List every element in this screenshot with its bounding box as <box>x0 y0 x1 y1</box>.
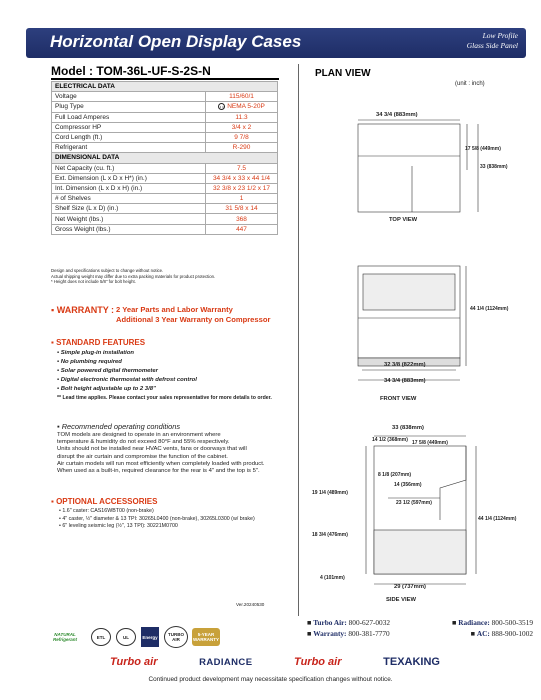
dim-side-bottom: 29 (737mm) <box>394 584 426 590</box>
plan-view-title: PLAN VIEW <box>315 68 371 79</box>
dim-side-e: 23 1/2 (597mm) <box>396 500 432 506</box>
list-item: • Solar powered digital thermometer <box>57 367 158 374</box>
subtitle-line-2: Glass Side Panel <box>466 41 518 50</box>
etl-logo: ETL <box>91 628 111 646</box>
table-row: # of Shelves 1 <box>52 194 278 204</box>
table-row: Ext. Dimension (L x D x H*) (in.) 34 3/4 x 33 x 44 1/4 <box>52 173 278 183</box>
standard-features-list <box>57 349 272 402</box>
dim-side-h: 4 (101mm) <box>320 575 345 581</box>
contact-ac: ■ AC: 888-900-1002 <box>470 629 533 638</box>
standard-features-title: ▪ STANDARD FEATURES <box>51 338 146 347</box>
table-row: Net Weight (lbs.) 368 <box>52 214 278 224</box>
warranty-badge-logo: 5-YEAR WARRANTY <box>192 628 220 646</box>
table-row: Plug Type • • NEMA 5-20P <box>52 102 278 112</box>
page-subtitle <box>467 31 518 51</box>
unit-label: (unit : inch) <box>455 81 485 87</box>
column-divider <box>298 64 299 616</box>
ul-logo: UL <box>116 628 136 646</box>
dim-side-c: 14 (356mm) <box>394 482 422 488</box>
spec-table <box>51 81 278 235</box>
dim-side-d: 8 1/8 (207mm) <box>378 472 412 478</box>
dim-front-inner-width: 32 3/8 (822mm) <box>384 362 426 368</box>
header-banner <box>26 28 526 58</box>
list-item: • 4" caster, ½" diameter & 13 TPI: 30265L0400 (non-brake), 30265L0300 (w/ brake) <box>59 515 255 522</box>
table-row: Net Capacity (cu. ft.) 7.5 <box>52 163 278 173</box>
dim-side-a: 14 1/2 (368mm) <box>372 437 408 443</box>
turbo-air-seal-logo: TURBO AIR <box>164 626 188 648</box>
turbo-air-logo: Turbo air <box>110 656 158 668</box>
list-item: • Digital electronic thermostat with defrost control <box>57 376 197 383</box>
accessories-list <box>59 508 255 531</box>
list-item: • 6" leveling seismic leg (½", 13 TPI): 30221M0700 <box>59 523 178 530</box>
subtitle-line-1: Low Profile <box>482 31 518 40</box>
dimensional-heading: DIMENSIONAL DATA <box>52 153 278 163</box>
turbo-air-logo-2: Turbo air <box>294 656 342 668</box>
version-label: Ver.20240530 <box>236 602 265 607</box>
table-row: Refrigerant R-290 <box>52 143 278 153</box>
table-row: Cord Length (ft.) 9 7/8 <box>52 132 278 142</box>
contact-radiance: ■ Radiance: 800-500-3519 <box>451 618 533 627</box>
dim-side-b: 17 5/8 (449mm) <box>412 440 448 446</box>
accessories-title: ▪ OPTIONAL ACCESSORIES <box>51 497 158 506</box>
side-view-label: SIDE VIEW <box>386 597 416 603</box>
dim-top-depth-inner: 17 5/8 (449mm) <box>465 146 501 152</box>
brand-logos <box>110 654 440 670</box>
dim-top-depth: 33 (838mm) <box>480 164 508 170</box>
contact-warranty: ■ Warranty: 800-381-7770 <box>307 629 390 638</box>
side-view-drawing <box>366 436 476 584</box>
energy-logo: Energy <box>141 627 159 647</box>
warranty-label: ▪ WARRANTY : <box>51 305 115 315</box>
recommended-title: ▪ Recommended operating conditions <box>57 422 181 431</box>
table-row: Voltage 115/60/1 <box>52 92 278 102</box>
table-row: Int. Dimension (L x D x H) (in.) 32 3/8 x 23 1/2 x 17 <box>52 183 278 193</box>
top-view-drawing <box>358 120 478 212</box>
warranty-text: 2 Year Parts and Labor Warranty Additional 3 Year Warranty on Compressor <box>116 305 271 324</box>
list-item: • Simple plug-in installation <box>57 350 135 356</box>
dim-side-i: 44 1/4 (1124mm) <box>478 516 517 522</box>
list-item: • Bolt height adjustable up to 2 3/8" <box>57 385 156 392</box>
radiance-logo: RADIANCE <box>199 656 253 668</box>
dim-side-g: 18 3/4 (476mm) <box>312 532 348 538</box>
top-view-label: TOP VIEW <box>389 217 418 223</box>
list-item: • 1.6" caster: CAS16WBT00 (non-brake) <box>59 508 154 514</box>
model-rule <box>51 78 279 80</box>
plug-icon: • • <box>219 104 224 110</box>
contact-turbo-air: ■ Turbo Air: 800-627-0032 <box>307 618 391 627</box>
page-title: Horizontal Open Display Cases <box>50 32 302 51</box>
texaking-logo: TEXAKING <box>383 656 440 668</box>
dim-front-height: 44 1/4 (1124mm) <box>470 306 509 312</box>
table-row: Compressor HP 3/4 x 2 <box>52 122 278 132</box>
dim-side-depth: 33 (838mm) <box>392 425 424 431</box>
natural-refrigerant-logo: NATURAL Refrigerant <box>52 632 77 642</box>
spec-notes: Design and specifications subject to change without notice. Actual shipping weight may differ due to extra packing materials for product protection. * Height does not include 5/8" for bolt height. <box>51 268 216 285</box>
model-number: Model : TOM-36L-UF-S-2S-N <box>51 64 211 78</box>
footer-note: Continued product development may necessitate specification changes without notice. <box>148 676 393 683</box>
dim-side-f: 19 1/4 (489mm) <box>312 490 348 496</box>
recommended-text: TOM models are designed to operate in an environment where temperature & humidity do not exceed 80°F and 55% respectively. Units should not be installed near HVAC vents, fans or doorways that will disrupt the air curtain and compromise the function of the cabinet. Air curtain models will run most efficiently when completely loaded with product. When used as a built-in, required clearance for the rear is 4" and the top is 5". <box>57 432 265 475</box>
table-row: Gross Weight (lbs.) 447 <box>52 224 278 234</box>
electrical-heading: ELECTRICAL DATA <box>52 82 278 92</box>
table-row: Full Load Amperes 11.3 <box>52 112 278 122</box>
list-item: • No plumbing required <box>57 358 122 365</box>
table-row: Shelf Size (L x D) (in.) 31 5/8 x 14 <box>52 204 278 214</box>
front-view-label: FRONT VIEW <box>380 396 417 402</box>
dim-front-width: 34 3/4 (883mm) <box>384 378 426 384</box>
contact-info <box>307 617 533 639</box>
dim-top-width: 34 3/4 (883mm) <box>376 112 418 118</box>
lead-time-note: ** Lead time applies. Please contact your sales representative for more details to order. <box>57 394 272 401</box>
